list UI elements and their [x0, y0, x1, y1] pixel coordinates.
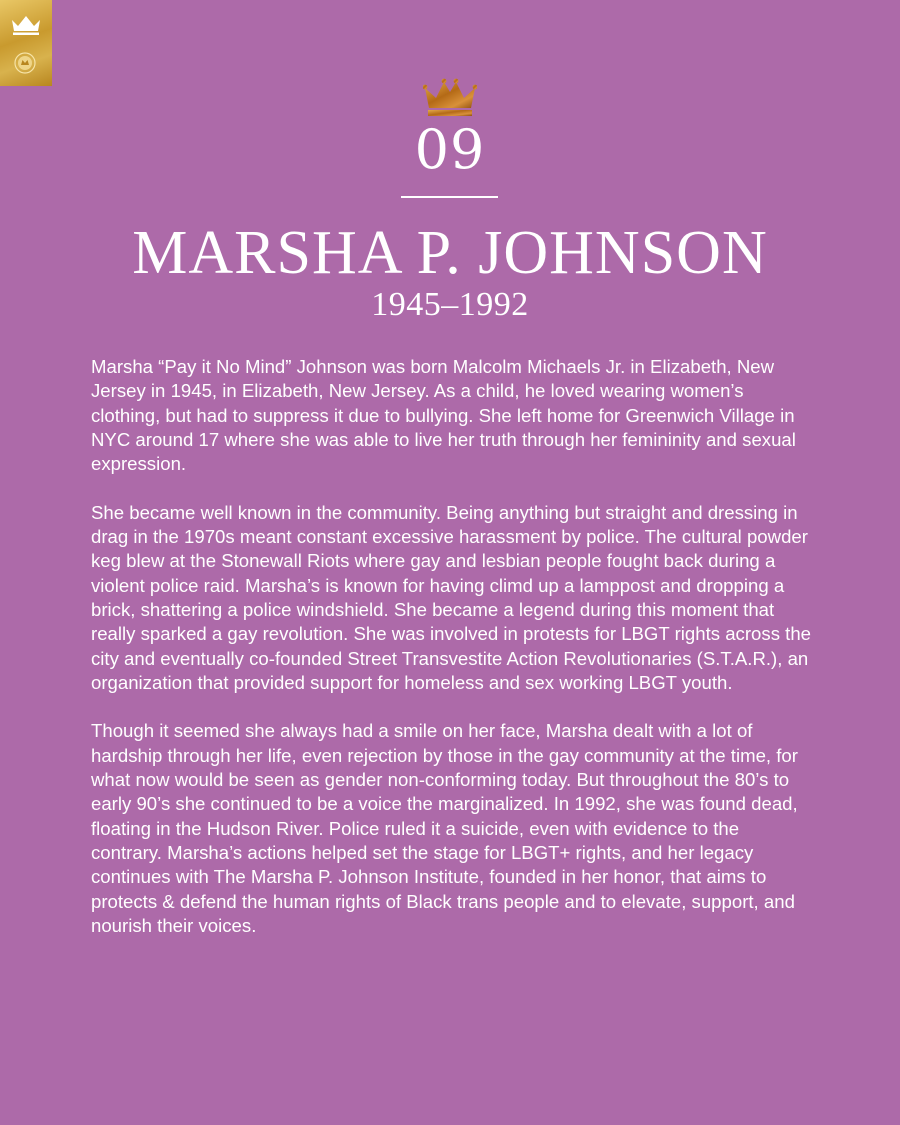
life-years: 1945–1992 [371, 286, 529, 323]
bio-paragraph: She became well known in the community. Being anything but straight and dressing in drag in the 1970s meant constant excessive harassment by police. The cultural powder keg blew at the Stonewall Riots where gay and lesbian people fought back during a violent police raid. Marsha’s is known for having climd up a lamppost and dropping a brick, shattering a police windshield. She became a legend during this moment that really sparked a gay revolution. She was involved in protests for LBGT rights across the city and eventually co-founded Street Transvestite Action Revolutionaries (S.T.A.R.), an organization that provided support for homeless and sex working LBGT youth. [91, 501, 811, 693]
brand-badge [0, 0, 52, 86]
divider [401, 196, 498, 198]
entry-number: 09 [414, 118, 486, 181]
biography [91, 355, 813, 962]
gold-crown-icon [423, 76, 477, 118]
crown-icon [11, 14, 41, 36]
bio-paragraph: Though it seemed she always had a smile on her face, Marsha dealt with a lot of hardship through her life, even rejection by those in the gay community at the time, for what now would be seen as gender non-conforming today. But throughout the 80’s to early 90’s she continued to be a voice the marginalized. In 1992, she was found dead, floating in the Hudson River. Police ruled it a suicide, even with evidence to the contrary. Marsha’s actions helped set the stage for LBGT+ rights, and her legacy continues with The Marsha P. Johnson Institute, founded in her honor, that aims to protects & defend the human rights of Black trans people and to elevate, support, and nourish their voices. [91, 720, 798, 936]
page-title: MARSHA P. JOHNSON [132, 219, 768, 287]
bio-paragraph: Marsha “Pay it No Mind” Johnson was born Malcolm Michaels Jr. in Elizabeth, New Jersey in 1945, in Elizabeth, New Jersey. As a child, he loved wearing women’s clothing, but had to suppress it due to bullying. She left home for Greenwich Village in NYC around 17 where she was able to live her truth through her femininity and sexual expression. [91, 356, 796, 475]
seal-icon [14, 52, 36, 74]
